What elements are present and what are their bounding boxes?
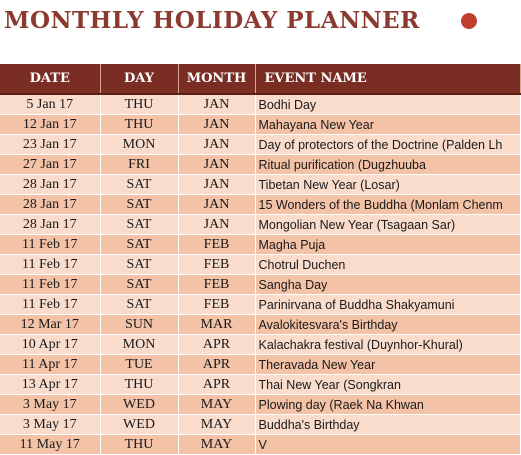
month-cell[interactable]: FEB <box>178 295 255 315</box>
event-name-cell[interactable]: Magha Puja <box>255 235 520 255</box>
date-cell[interactable]: 5 Jan 17 <box>0 94 100 115</box>
holiday-table <box>0 64 521 455</box>
table-row[interactable] <box>0 395 520 415</box>
table-row[interactable] <box>0 175 520 195</box>
month-cell[interactable]: JAN <box>178 155 255 175</box>
table-row[interactable] <box>0 235 520 255</box>
day-cell[interactable]: SAT <box>100 195 178 215</box>
month-cell[interactable]: JAN <box>178 195 255 215</box>
table-row[interactable] <box>0 435 520 455</box>
column-header-event-name[interactable]: EVENT NAME <box>255 64 520 94</box>
month-cell[interactable]: MAY <box>178 435 255 455</box>
table-row[interactable] <box>0 215 520 235</box>
event-name-cell[interactable]: Buddha's Birthday <box>255 415 520 435</box>
column-header-day[interactable]: DAY <box>100 64 178 94</box>
table-row[interactable] <box>0 275 520 295</box>
date-cell[interactable]: 3 May 17 <box>0 395 100 415</box>
event-name-cell[interactable]: Plowing day (Raek Na Khwan <box>255 395 520 415</box>
date-cell[interactable]: 28 Jan 17 <box>0 195 100 215</box>
event-name-cell[interactable]: Theravada New Year <box>255 355 520 375</box>
table-row[interactable] <box>0 115 520 135</box>
date-cell[interactable]: 23 Jan 17 <box>0 135 100 155</box>
day-cell[interactable]: SAT <box>100 275 178 295</box>
column-header-date[interactable]: DATE <box>0 64 100 94</box>
table-row[interactable] <box>0 315 520 335</box>
date-cell[interactable]: 11 Feb 17 <box>0 235 100 255</box>
date-cell[interactable]: 28 Jan 17 <box>0 215 100 235</box>
day-cell[interactable]: SAT <box>100 255 178 275</box>
date-cell[interactable]: 28 Jan 17 <box>0 175 100 195</box>
day-cell[interactable]: SAT <box>100 295 178 315</box>
month-cell[interactable]: JAN <box>178 135 255 155</box>
month-cell[interactable]: JAN <box>178 115 255 135</box>
day-cell[interactable]: THU <box>100 375 178 395</box>
table-row[interactable] <box>0 295 520 315</box>
day-cell[interactable]: THU <box>100 94 178 115</box>
event-name-cell[interactable]: Tibetan New Year (Losar) <box>255 175 520 195</box>
month-cell[interactable]: APR <box>178 375 255 395</box>
table-row[interactable] <box>0 355 520 375</box>
month-cell[interactable]: FEB <box>178 235 255 255</box>
date-cell[interactable]: 13 Apr 17 <box>0 375 100 395</box>
month-cell[interactable]: JAN <box>178 175 255 195</box>
date-cell[interactable]: 11 Apr 17 <box>0 355 100 375</box>
date-cell[interactable]: 12 Jan 17 <box>0 115 100 135</box>
month-cell[interactable]: APR <box>178 355 255 375</box>
date-cell[interactable]: 11 Feb 17 <box>0 255 100 275</box>
event-name-cell[interactable]: Day of protectors of the Doctrine (Palden Lh <box>255 135 520 155</box>
day-cell[interactable]: MON <box>100 335 178 355</box>
event-name-cell[interactable]: Mahayana New Year <box>255 115 520 135</box>
month-cell[interactable]: MAR <box>178 315 255 335</box>
event-name-cell[interactable]: Thai New Year (Songkran <box>255 375 520 395</box>
day-cell[interactable]: SUN <box>100 315 178 335</box>
table-row[interactable] <box>0 135 520 155</box>
month-cell[interactable]: MAY <box>178 415 255 435</box>
event-name-cell[interactable]: V <box>255 435 520 455</box>
table-row[interactable] <box>0 255 520 275</box>
table-row[interactable] <box>0 375 520 395</box>
date-cell[interactable]: 27 Jan 17 <box>0 155 100 175</box>
day-cell[interactable]: SAT <box>100 235 178 255</box>
date-cell[interactable]: 12 Mar 17 <box>0 315 100 335</box>
month-cell[interactable]: JAN <box>178 94 255 115</box>
day-cell[interactable]: TUE <box>100 355 178 375</box>
event-name-cell[interactable]: Mongolian New Year (Tsagaan Sar) <box>255 215 520 235</box>
event-name-cell[interactable]: Bodhi Day <box>255 94 520 115</box>
date-cell[interactable]: 11 May 17 <box>0 435 100 455</box>
month-cell[interactable]: MAY <box>178 395 255 415</box>
day-cell[interactable]: THU <box>100 435 178 455</box>
table-row[interactable] <box>0 415 520 435</box>
day-cell[interactable]: SAT <box>100 215 178 235</box>
table-row[interactable] <box>0 94 520 115</box>
table-row[interactable] <box>0 335 520 355</box>
table-row[interactable] <box>0 155 520 175</box>
event-name-cell[interactable]: 15 Wonders of the Buddha (Monlam Chenm <box>255 195 520 215</box>
event-name-cell[interactable]: Avalokitesvara's Birthday <box>255 315 520 335</box>
date-cell[interactable]: 11 Feb 17 <box>0 275 100 295</box>
day-cell[interactable]: SAT <box>100 175 178 195</box>
day-cell[interactable]: FRI <box>100 155 178 175</box>
event-name-cell[interactable]: Chotrul Duchen <box>255 255 520 275</box>
month-cell[interactable]: FEB <box>178 275 255 295</box>
event-name-cell[interactable]: Parinirvana of Buddha Shakyamuni <box>255 295 520 315</box>
month-cell[interactable]: JAN <box>178 215 255 235</box>
date-cell[interactable]: 3 May 17 <box>0 415 100 435</box>
logo-icon <box>461 13 477 29</box>
column-header-month[interactable]: MONTH <box>178 64 255 94</box>
event-name-cell[interactable]: Kalachakra festival (Duynhor-Khural) <box>255 335 520 355</box>
table-row[interactable] <box>0 195 520 215</box>
day-cell[interactable]: THU <box>100 115 178 135</box>
month-cell[interactable]: FEB <box>178 255 255 275</box>
date-cell[interactable]: 10 Apr 17 <box>0 335 100 355</box>
day-cell[interactable]: MON <box>100 135 178 155</box>
day-cell[interactable]: WED <box>100 395 178 415</box>
month-cell[interactable]: APR <box>178 335 255 355</box>
event-name-cell[interactable]: Ritual purification (Dugzhuuba <box>255 155 520 175</box>
date-cell[interactable]: 11 Feb 17 <box>0 295 100 315</box>
page-title: MONTHLY HOLIDAY PLANNER <box>4 7 420 34</box>
table-header-row <box>0 64 520 94</box>
day-cell[interactable]: WED <box>100 415 178 435</box>
event-name-cell[interactable]: Sangha Day <box>255 275 520 295</box>
